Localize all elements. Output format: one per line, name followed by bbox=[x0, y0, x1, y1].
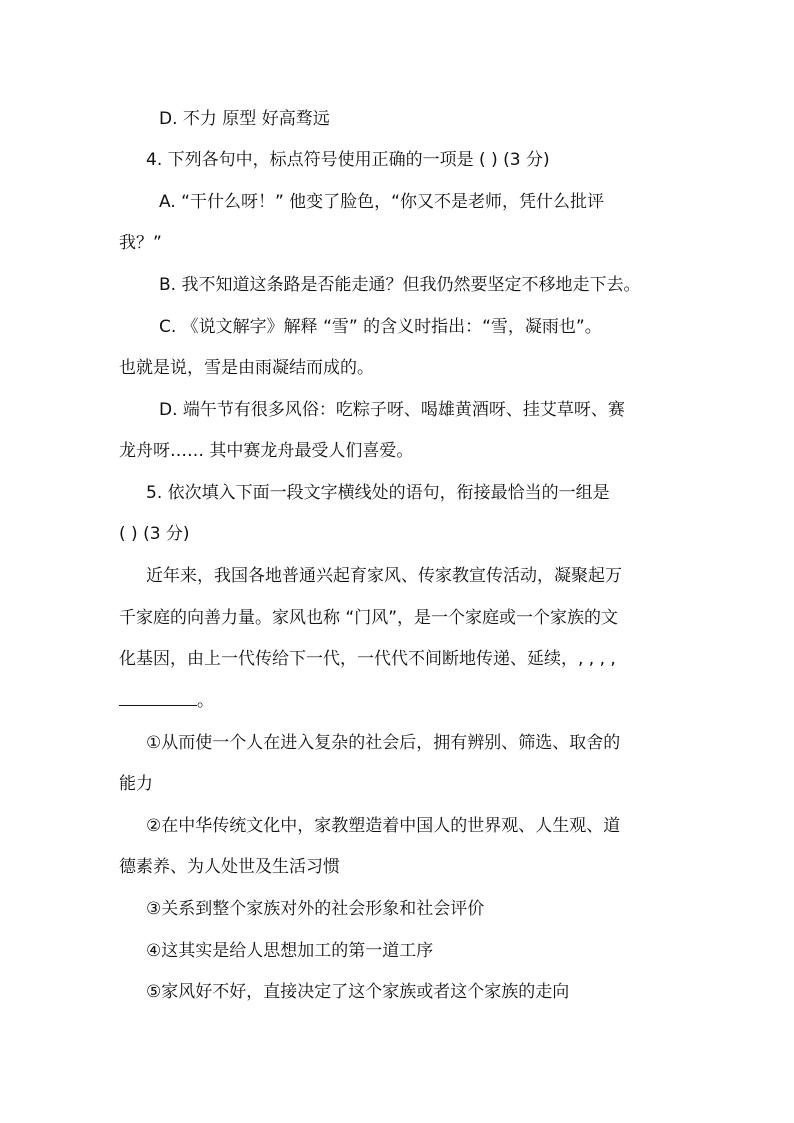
answer-blank bbox=[119, 689, 197, 706]
question-4-stem: 4. 下列各句中，标点符号使用正确的一项是 ( ) (3 分) bbox=[146, 150, 550, 170]
sentence-2-line1: ②在中华传统文化中，家教塑造着中国人的世界观、人生观、道 bbox=[146, 816, 621, 836]
passage-line4 bbox=[119, 689, 214, 713]
question-5-stem-line2: ( ) (3 分) bbox=[119, 524, 190, 544]
sentence-3: ③关系到整个家族对外的社会形象和社会评价 bbox=[146, 899, 485, 919]
sentence-1-line2: 能力 bbox=[119, 774, 153, 794]
option-d-q3: D. 不力 原型 好高骛远 bbox=[159, 109, 330, 129]
sentence-2-line2: 德素养、为人处世及生活习惯 bbox=[119, 857, 340, 877]
passage-line2: 千家庭的向善力量。家风也称 “门风”，是一个家庭或一个家族的文 bbox=[119, 608, 619, 628]
sentence-4: ④这其实是给人思想加工的第一道工序 bbox=[146, 941, 434, 961]
passage-end-mark: 。 bbox=[197, 691, 214, 711]
option-d-line1: D. 端午节有很多风俗：吃粽子呀、喝雄黄酒呀、挂艾草呀、赛 bbox=[159, 400, 625, 420]
option-c-line2: 也就是说，雪是由雨凝结而成的。 bbox=[119, 358, 374, 378]
option-a-line2: 我？” bbox=[119, 233, 162, 253]
passage-line3: 化基因，由上一代传给下一代，一代代不间断地传递、延续，, , , , bbox=[119, 649, 616, 669]
option-d-line2: 龙舟呀…… 其中赛龙舟最受人们喜爱。 bbox=[119, 441, 414, 461]
question-5-stem-line1: 5. 依次填入下面一段文字横线处的语句，衔接最恰当的一组是 bbox=[146, 483, 610, 503]
passage-line1: 近年来，我国各地普通兴起育家风、传家教宣传活动，凝聚起万 bbox=[146, 566, 622, 586]
option-b: B. 我不知道这条路是否能走通？但我仍然要坚定不移地走下去。 bbox=[159, 275, 641, 295]
option-a-line1: A. “干什么呀！” 他变了脸色，“你又不是老师，凭什么批评 bbox=[159, 192, 604, 212]
sentence-1-line1: ①从而使一个人在进入复杂的社会后，拥有辨别、筛选、取舍的 bbox=[146, 733, 621, 753]
sentence-5: ⑤家风好不好，直接决定了这个家族或者这个家族的走向 bbox=[146, 982, 570, 1002]
option-c-line1: C. 《说文解字》解释 “雪” 的含义时指出：“雪，凝雨也”。 bbox=[159, 317, 602, 337]
